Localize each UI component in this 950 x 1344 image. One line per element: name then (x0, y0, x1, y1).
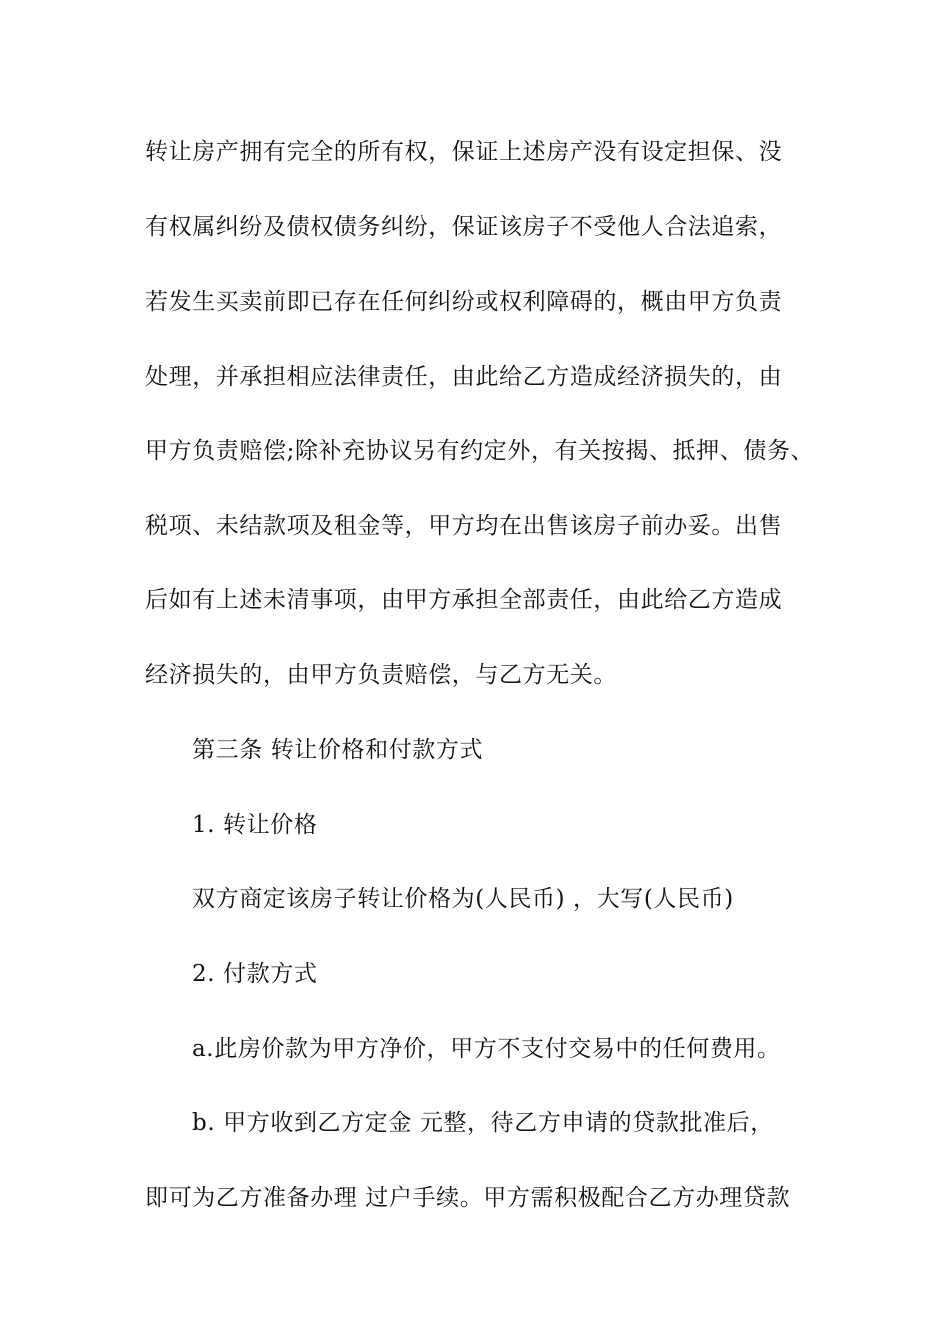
body-text-line: 后如有上述未清事项，由甲方承担全部责任，由此给乙方造成 (145, 587, 783, 613)
body-text-line: 甲方负责赔偿;除补充协议另有约定外，有关按揭、抵押、债务、 (145, 438, 815, 464)
body-text-line: 税项、未结款项及租金等，甲方均在出售该房子前办妥。出售 (145, 513, 783, 539)
section-heading: 第三条 转让价格和付款方式 (192, 737, 484, 763)
list-item: a.此房价款为甲方净价，甲方不支付交易中的任何费用。 (192, 1036, 781, 1062)
subsection-heading: 1. 转让价格 (192, 812, 318, 838)
body-text-line: 处理，并承担相应法律责任，由此给乙方造成经济损失的，由 (145, 364, 783, 390)
body-text-line: 即可为乙方准备办理 过户手续。甲方需积极配合乙方办理贷款 (145, 1185, 791, 1211)
body-text-line: 若发生买卖前即已存在任何纠纷或权利障碍的，概由甲方负责 (145, 289, 783, 315)
body-text-line: 有权属纠纷及债权债务纠纷，保证该房子不受他人合法追索， (145, 214, 783, 240)
list-item: b. 甲方收到乙方定金 元整，待乙方申请的贷款批准后， (192, 1110, 774, 1136)
body-text-line: 转让房产拥有完全的所有权，保证上述房产没有设定担保、没 (145, 139, 783, 165)
body-text-line: 双方商定该房子转让价格为(人民币) ，大写(人民币) (192, 886, 734, 912)
subsection-heading: 2. 付款方式 (192, 961, 318, 987)
body-text-line: 经济损失的，由甲方负责赔偿，与乙方无关。 (145, 662, 617, 688)
